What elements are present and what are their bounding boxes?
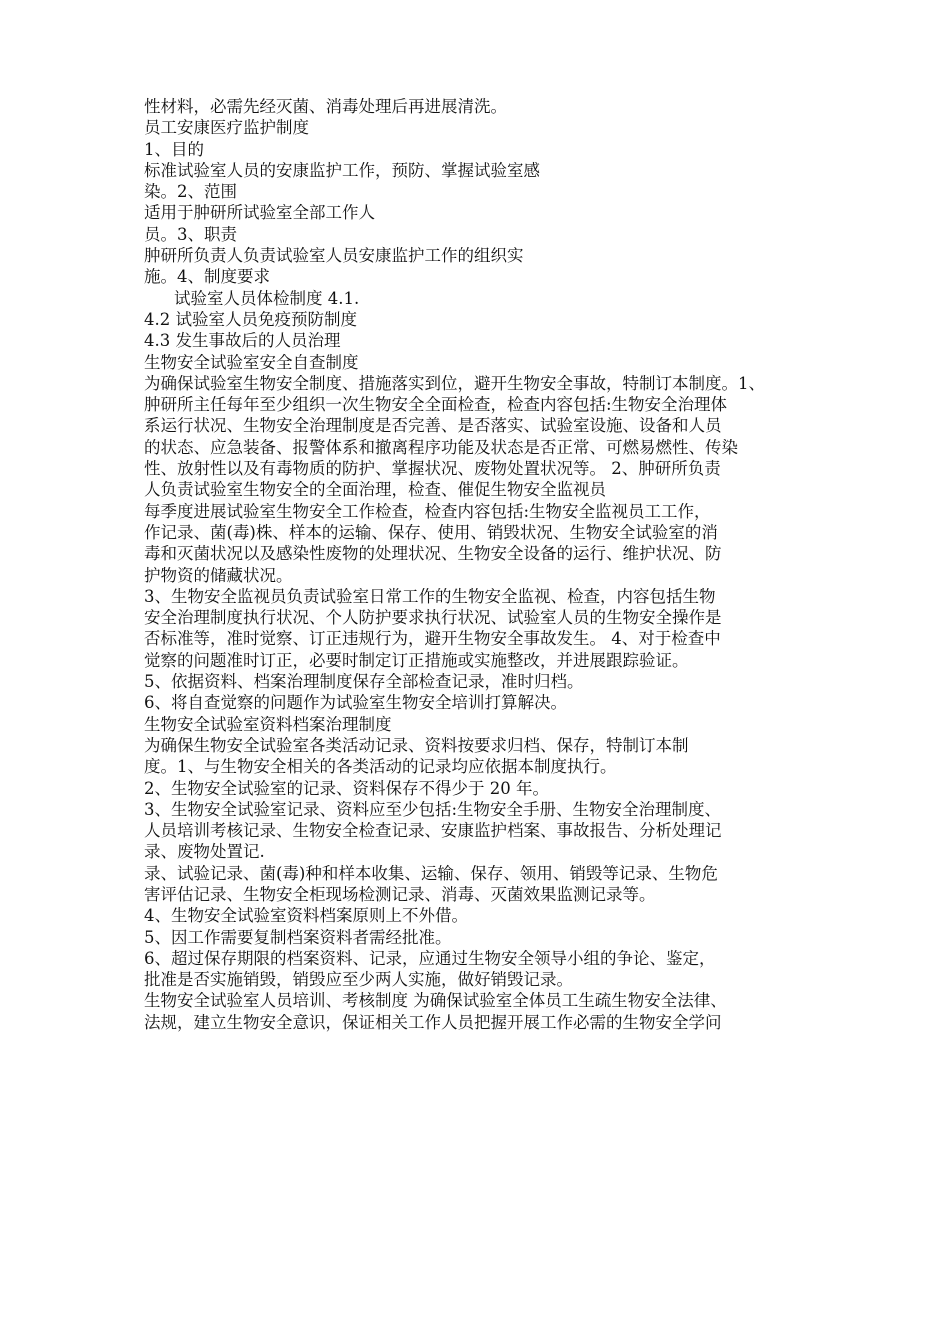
text-line: 4、生物安全试验室资料档案原则上不外借。 [144, 906, 468, 926]
text-line: 6、将自查觉察的问题作为试验室生物安全培训打算解决。 [144, 693, 567, 713]
text-line: 员。3、职责 [144, 224, 237, 244]
text-line: 的状态、应急装备、报警体系和撤离程序功能及状态是否正常、可燃易燃性、传染 [144, 437, 738, 457]
text-line: 法规，建立生物安全意识，保证相关工作人员把握开展工作必需的生物安全学问 [144, 1012, 722, 1032]
text-line: 3、生物安全试验室记录、资料应至少包括:生物安全手册、生物安全治理制度、 [144, 799, 722, 819]
text-line: 护物资的储藏状况。 [144, 565, 293, 585]
text-line: 度。1、与生物安全相关的各类活动的记录均应依据本制度执行。 [144, 757, 617, 777]
text-line: 毒和灭菌状况以及感染性废物的处理状况、生物安全设备的运行、维护状况、防 [144, 544, 722, 564]
text-line: 否标准等，准时觉察、订正违规行为，避开生物安全事故发生。 4、对于检查中 [144, 629, 721, 649]
section-heading-health-monitoring: 员工安康医疗监护制度 [144, 118, 309, 138]
text-line: 生物安全试验室人员培训、考核制度 为确保试验室全体员工生疏生物安全法律、 [144, 991, 727, 1011]
text-line: 批准是否实施销毁，销毁应至少两人实施，做好销毁记录。 [144, 970, 573, 990]
text-line: 施。4、制度要求 [144, 267, 270, 287]
text-line: 1、目的 [144, 139, 204, 159]
text-line: 人员培训考核记录、生物安全检查记录、安康监护档案、事故报告、分析处理记 [144, 821, 722, 841]
text-line: 性材料，必需先经灭菌、消毒处理后再进展清洗。 [144, 97, 507, 116]
section-heading-self-inspection: 生物安全试验室安全自查制度 [144, 352, 359, 372]
text-line: 系运行状况、生物安全治理制度是否完善、是否落实、试验室设施、设备和人员 [144, 416, 722, 436]
text-line: 为确保生物安全试验室各类活动记录、资料按要求归档、保存，特制订本制 [144, 735, 689, 755]
text-line: 录、废物处置记. [144, 842, 265, 862]
text-line: 安全治理制度执行状况、个人防护要求执行状况、试验室人员的生物安全操作是 [144, 608, 722, 628]
text-line: 每季度进展试验室生物安全工作检查，检查内容包括:生物安全监视员工工作， [144, 501, 711, 521]
text-line: 觉察的问题准时订正，必要时制定订正措施或实施整改，并进展跟踪验证。 [144, 650, 689, 670]
text-line: 肿研所主任每年至少组织一次生物安全全面检查，检查内容包括:生物安全治理体 [144, 395, 728, 415]
text-line: 性、放射性以及有毒物质的防护、掌握状况、废物处置状况等。 2、肿研所负责 [144, 459, 721, 479]
text-line: 适用于肿研所试验室全部工作人 [144, 203, 375, 223]
section-heading-records-management: 生物安全试验室资料档案治理制度 [144, 714, 392, 734]
text-line: 6、超过保存期限的档案资料、记录，应通过生物安全领导小组的争论、鉴定， [144, 948, 716, 968]
text-line: 4.3 发生事故后的人员治理 [144, 331, 341, 351]
text-line: 4.2 试验室人员免疫预防制度 [144, 309, 357, 329]
text-line: 标准试验室人员的安康监护工作，预防、掌握试验室感 [144, 160, 540, 180]
text-line: 3、生物安全监视员负责试验室日常工作的生物安全监视、检查，内容包括生物 [144, 586, 716, 606]
text-line: 害评估记录、生物安全柜现场检测记录、消毒、灭菌效果监测记录等。 [144, 884, 656, 904]
document-page [144, 96, 824, 1033]
text-line: 肿研所负责人负责试验室人员安康监护工作的组织实 [144, 246, 524, 266]
text-line: 为确保试验室生物安全制度、措施落实到位，避开生物安全事故，特制订本制度。1、 [144, 373, 765, 393]
text-line: 染。2、范围 [144, 182, 237, 202]
text-line: 试验室人员体检制度 4.1. [174, 288, 360, 308]
text-line: 5、因工作需要复制档案资料者需经批准。 [144, 927, 452, 947]
text-line: 作记录、菌(毒)株、样本的运输、保存、使用、销毁状况、生物安全试验室的消 [144, 522, 718, 542]
text-line: 人负责试验室生物安全的全面治理，检查、催促生物安全监视员 [144, 480, 606, 500]
text-line: 录、试验记录、菌(毒)种和样本收集、运输、保存、领用、销毁等记录、生物危 [144, 863, 718, 883]
text-line: 2、生物安全试验室的记录、资料保存不得少于 20 年。 [144, 778, 549, 798]
text-line: 5、依据资料、档案治理制度保存全部检查记录，准时归档。 [144, 672, 584, 692]
